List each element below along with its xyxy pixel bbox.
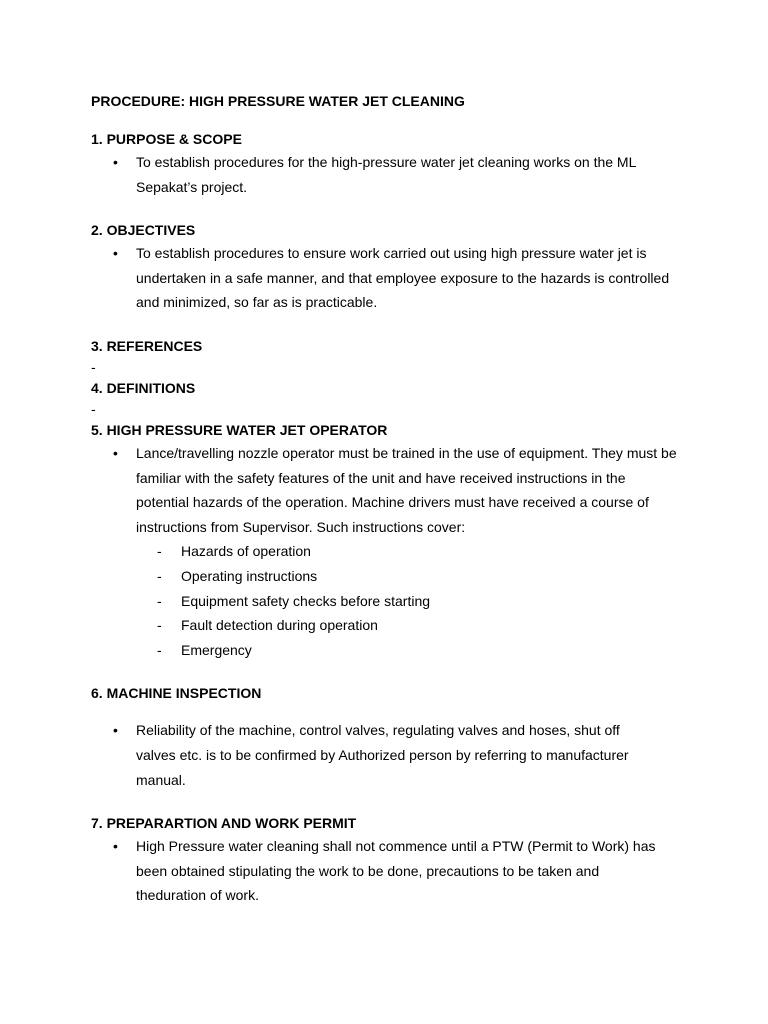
- dash-marker: -: [157, 592, 162, 609]
- sub-list-text: Hazards of operation: [181, 543, 311, 560]
- bullet-list: [91, 718, 691, 792]
- list-item: [91, 718, 661, 792]
- dash-marker: -: [157, 617, 162, 634]
- bullet-list: [91, 241, 691, 315]
- definitions-placeholder: -: [91, 400, 96, 417]
- sub-list-item: [136, 589, 681, 614]
- bullet-text: • To establish procedures to ensure work carried out using high pressure water jet is undertaken in a safe manner, and that employee exposure to the hazards is controlled and minimized, so far as is practicable.: [136, 245, 670, 311]
- bullet-text: • High Pressure water cleaning shall not commence until a PTW (Permit to Work) has been obtained stipulating the work to be done, precautions to be taken and theduration of work.: [136, 838, 656, 904]
- sub-list-text: Operating instructions: [181, 567, 318, 584]
- section-heading-work-permit: 7. PREPARARTION AND WORK PERMIT: [91, 815, 357, 832]
- sub-list-item: [136, 613, 681, 638]
- document-title: PROCEDURE: HIGH PRESSURE WATER JET CLEANING: [91, 93, 465, 109]
- sub-list-text: Emergency: [181, 641, 252, 658]
- sub-list-item: [136, 638, 681, 663]
- list-item: [91, 441, 681, 662]
- bullet-list: [91, 441, 691, 662]
- section-heading-objectives: 2. OBJECTIVES: [91, 222, 196, 239]
- sub-list-text: Fault detection during operation: [181, 617, 378, 634]
- bullet-text: • To establish procedures for the high-pressure water jet cleaning works on the ML Sepakat’s project.: [136, 154, 636, 195]
- dash-marker: -: [157, 543, 162, 560]
- section-heading-operator: 5. HIGH PRESSURE WATER JET OPERATOR: [91, 421, 388, 438]
- dash-marker: -: [157, 641, 162, 658]
- bullet-list: [91, 150, 691, 199]
- section-heading-purpose-scope: 1. PURPOSE & SCOPE: [91, 131, 242, 147]
- list-item: [91, 150, 656, 199]
- sub-list-item: [136, 539, 681, 564]
- references-placeholder: -: [91, 358, 96, 375]
- sub-list-item: [136, 564, 681, 589]
- sub-list: [136, 539, 681, 662]
- section-heading-machine-inspection: 6. MACHINE INSPECTION: [91, 685, 262, 702]
- bullet-list: [91, 834, 691, 908]
- bullet-text: • Reliability of the machine, control valves, regulating valves and hoses, shut off valves etc. is to be confirmed by Authorized person by referring to manufacturer manual.: [136, 722, 629, 788]
- section-heading-definitions: 4. DEFINITIONS: [91, 379, 196, 396]
- sub-list-text: Equipment safety checks before starting: [181, 592, 431, 609]
- document-page: [91, 92, 691, 908]
- list-item: [91, 241, 671, 315]
- dash-marker: -: [157, 567, 162, 584]
- bullet-text: • Lance/travelling nozzle operator must be trained in the use of equipment. They must be familiar with the safety features of the unit and have received instructions in the potential hazards of the operation. Machine drivers must have received a course of instructions from Supervisor. Such instructions cover:: [136, 444, 677, 535]
- list-item: [91, 834, 671, 908]
- section-heading-references: 3. REFERENCES: [91, 337, 203, 354]
